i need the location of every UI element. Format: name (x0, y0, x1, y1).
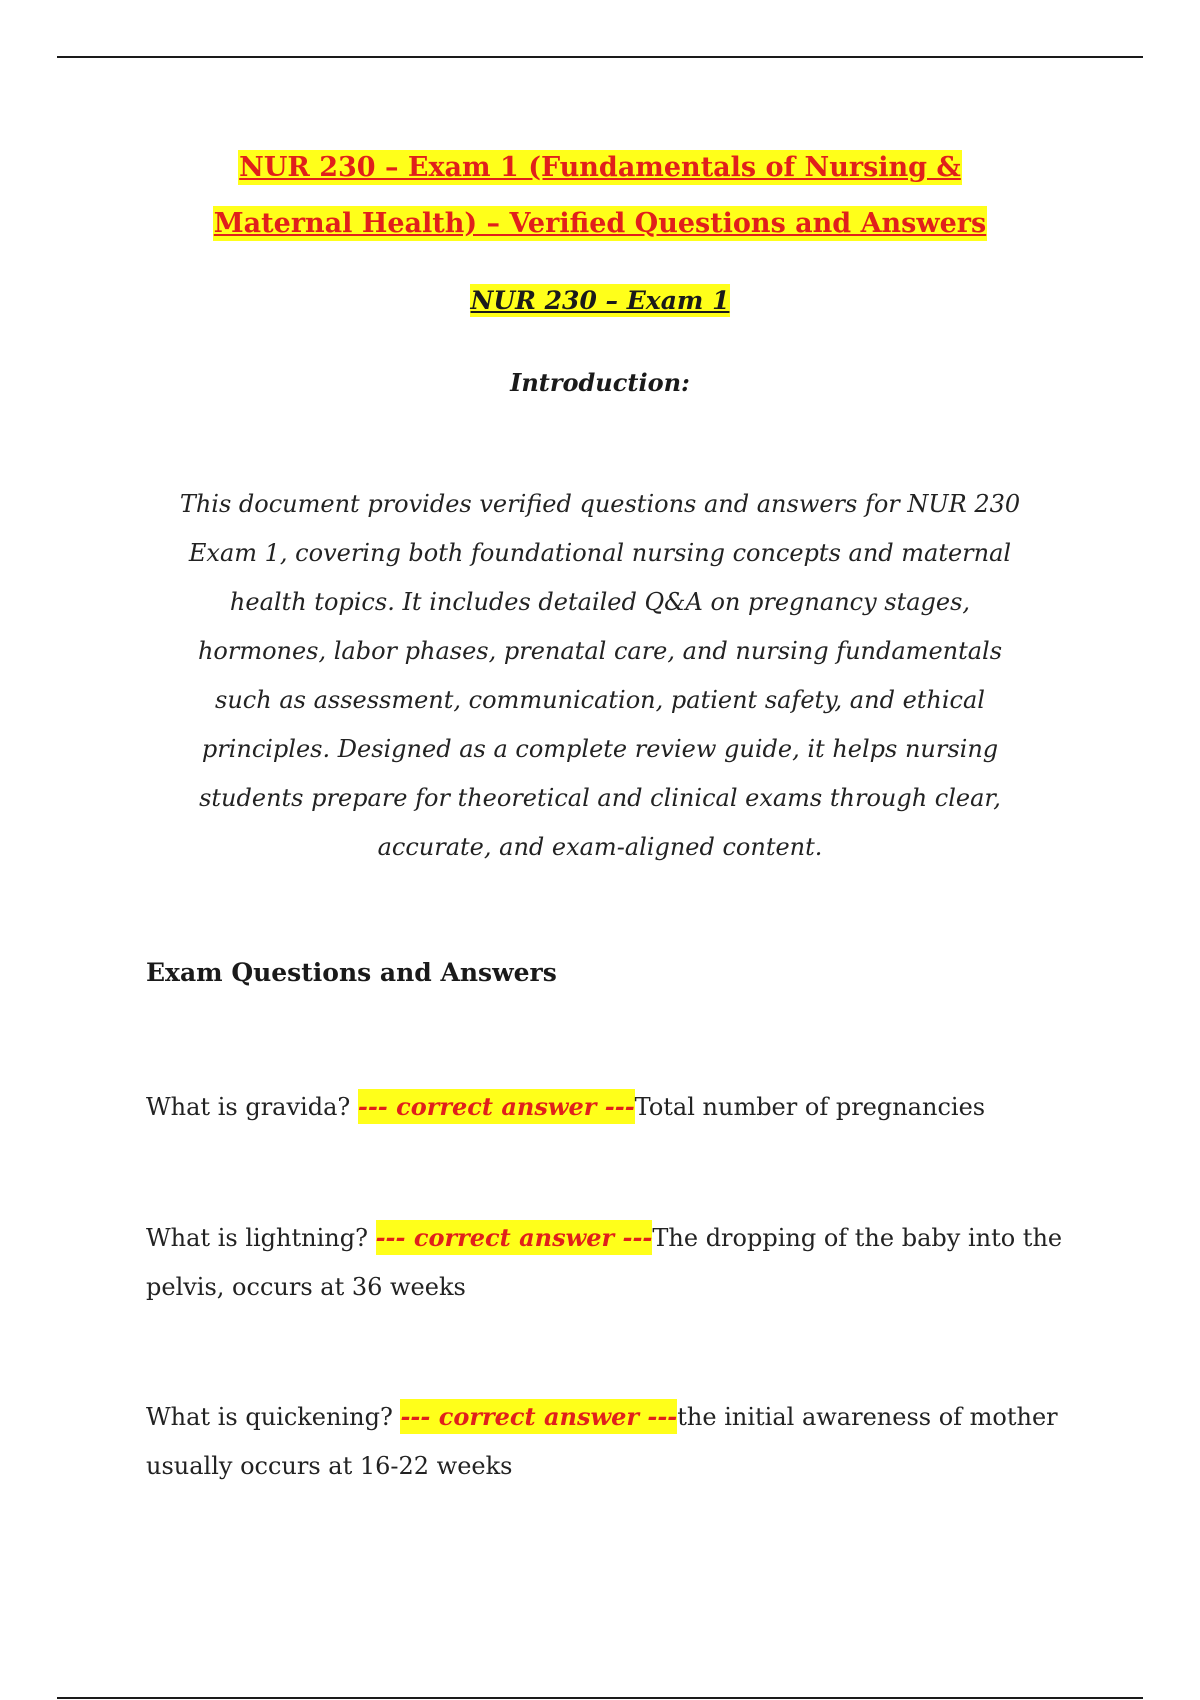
question-text: What is quickening? (146, 1403, 401, 1431)
title-line-1: NUR 230 – Exam 1 (Fundamentals of Nursing & (239, 152, 961, 183)
bottom-rule (57, 1697, 1143, 1699)
intro-line: accurate, and exam-aligned content. (377, 833, 823, 861)
intro-heading: Introduction: (510, 368, 690, 397)
section-heading: Exam Questions and Answers (146, 958, 557, 987)
question-text: What is gravida? (146, 1093, 358, 1121)
document-title (100, 140, 1100, 252)
correct-answer-tag: --- correct answer --- (376, 1220, 653, 1255)
intro-line: principles. Designed as a complete review guide, it helps nursing (201, 735, 999, 763)
qa-item-lightning (146, 1213, 1066, 1312)
answer-text: Total number of pregnancies (634, 1093, 986, 1121)
question-text: What is lightning? (146, 1224, 376, 1252)
qa-item-quickening (146, 1392, 1066, 1491)
intro-line: hormones, labor phases, prenatal care, and nursing fundamentals (197, 637, 1003, 665)
subtitle-text: NUR 230 – Exam 1 (470, 286, 730, 315)
intro-line: health topics. It includes detailed Q&A on pregnancy stages, (229, 588, 971, 616)
intro-paragraph (140, 480, 1060, 872)
document-subtitle (100, 286, 1100, 315)
top-rule (57, 56, 1143, 58)
correct-answer-tag: --- correct answer --- (358, 1089, 635, 1124)
correct-answer-tag: --- correct answer --- (400, 1399, 677, 1434)
intro-line: This document provides verified questions and answers for NUR 230 (179, 490, 1021, 518)
intro-line: such as assessment, communication, patient safety, and ethical (215, 686, 985, 714)
qa-item-gravida (146, 1082, 1066, 1132)
title-line-2: Maternal Health) – Verified Questions and Answers (213, 208, 987, 239)
intro-line: students prepare for theoretical and clinical exams through clear, (199, 784, 1001, 812)
answer-text: The dropping of the baby into the pelvis, occurs at 36 weeks (146, 1224, 1063, 1301)
answer-text: the initial awareness of mother usually occurs at 16-22 weeks (146, 1403, 1058, 1480)
intro-line: Exam 1, covering both foundational nursing concepts and maternal (188, 539, 1012, 567)
